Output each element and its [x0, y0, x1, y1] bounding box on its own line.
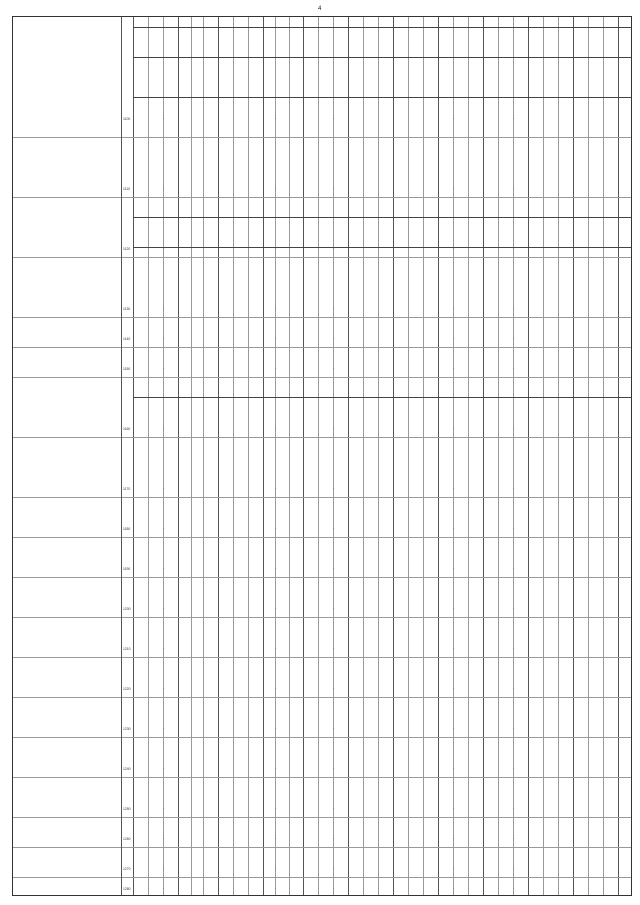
empty-cell-dash: -: [393, 885, 395, 890]
empty-cell-dash: -: [218, 865, 220, 870]
empty-cell-dash: -: [573, 185, 575, 190]
row-code: 1270: [123, 867, 131, 871]
empty-cell-dash: -: [218, 645, 220, 650]
empty-cell-dash: -: [453, 885, 455, 890]
empty-cell-dash: -: [513, 115, 515, 120]
empty-cell-dash: -: [218, 805, 220, 810]
grid-vertical-line: [558, 17, 559, 895]
empty-cell-dash: -: [573, 365, 575, 370]
empty-cell-dash: -: [513, 305, 515, 310]
table-row-line: [13, 577, 631, 578]
empty-cell-dash: -: [513, 805, 515, 810]
row-code: 1150: [123, 367, 131, 371]
row-code: 1100: [123, 117, 131, 121]
empty-cell-dash: -: [513, 425, 515, 430]
empty-cell-dash: -: [513, 245, 515, 250]
empty-cell-dash: -: [513, 865, 515, 870]
empty-cell-dash: -: [513, 645, 515, 650]
empty-cell-dash: -: [275, 725, 277, 730]
empty-cell-dash: -: [453, 185, 455, 190]
empty-cell-dash: -: [333, 365, 335, 370]
empty-cell-dash: -: [513, 485, 515, 490]
header-separator: [133, 217, 631, 218]
grid-vertical-line: [163, 17, 164, 895]
grid-vertical-line: [543, 17, 544, 895]
empty-cell-dash: -: [573, 565, 575, 570]
empty-cell-dash: -: [275, 885, 277, 890]
grid-vertical-line: [513, 17, 514, 895]
empty-cell-dash: -: [163, 725, 165, 730]
header-separator: [133, 27, 631, 28]
empty-cell-dash: -: [513, 565, 515, 570]
empty-cell-dash: -: [333, 765, 335, 770]
empty-cell-dash: -: [393, 525, 395, 530]
grid-vertical-line: [498, 17, 499, 895]
empty-cell-dash: -: [218, 725, 220, 730]
empty-cell-dash: -: [275, 245, 277, 250]
table-row-line: [13, 537, 631, 538]
grid-vertical-line: [378, 17, 379, 895]
row-code: 1180: [123, 527, 131, 531]
empty-cell-dash: -: [163, 185, 165, 190]
empty-cell-dash: -: [393, 645, 395, 650]
empty-cell-dash: -: [333, 865, 335, 870]
header-separator: [133, 97, 631, 98]
grid-vertical-line: [218, 17, 219, 895]
empty-cell-dash: -: [453, 245, 455, 250]
grid-vertical-line: [363, 17, 364, 895]
row-code: 1250: [123, 807, 131, 811]
grid-vertical-line: [289, 17, 290, 895]
table-row-line: [13, 377, 631, 378]
empty-cell-dash: -: [573, 885, 575, 890]
empty-cell-dash: -: [393, 765, 395, 770]
empty-cell-dash: -: [453, 485, 455, 490]
empty-cell-dash: -: [393, 115, 395, 120]
empty-cell-dash: -: [163, 885, 165, 890]
empty-cell-dash: -: [513, 605, 515, 610]
grid-vertical-line: [423, 17, 424, 895]
empty-cell-dash: -: [163, 865, 165, 870]
empty-cell-dash: -: [218, 305, 220, 310]
empty-cell-dash: -: [513, 525, 515, 530]
row-code: 1130: [123, 307, 131, 311]
empty-cell-dash: -: [453, 605, 455, 610]
empty-cell-dash: -: [218, 245, 220, 250]
grid-vertical-line: [275, 17, 276, 895]
grid-vertical-line: [203, 17, 204, 895]
row-code: 1140: [123, 337, 131, 341]
empty-cell-dash: -: [453, 565, 455, 570]
empty-cell-dash: -: [453, 115, 455, 120]
empty-cell-dash: -: [573, 865, 575, 870]
grid-vertical-line: [178, 17, 179, 895]
grid-vertical-line: [148, 17, 149, 895]
grid-vertical-line: [191, 17, 192, 895]
empty-cell-dash: -: [393, 365, 395, 370]
table-row-line: [13, 697, 631, 698]
table-row-line: [13, 317, 631, 318]
empty-cell-dash: -: [333, 835, 335, 840]
empty-cell-dash: -: [218, 365, 220, 370]
empty-cell-dash: -: [453, 835, 455, 840]
empty-cell-dash: -: [393, 185, 395, 190]
empty-cell-dash: -: [573, 485, 575, 490]
table-row-line: [13, 737, 631, 738]
empty-cell-dash: -: [163, 605, 165, 610]
grid-vertical-line: [248, 17, 249, 895]
empty-cell-dash: -: [275, 485, 277, 490]
empty-cell-dash: -: [333, 305, 335, 310]
empty-cell-dash: -: [218, 605, 220, 610]
table-row-line: [13, 137, 631, 138]
empty-cell-dash: -: [453, 365, 455, 370]
table-row-line: [13, 877, 631, 878]
empty-cell-dash: -: [163, 835, 165, 840]
empty-cell-dash: -: [453, 805, 455, 810]
empty-cell-dash: -: [333, 565, 335, 570]
empty-cell-dash: -: [513, 835, 515, 840]
row-code: 1220: [123, 687, 131, 691]
table-row-line: [13, 257, 631, 258]
empty-cell-dash: -: [453, 335, 455, 340]
empty-cell-dash: -: [218, 835, 220, 840]
empty-cell-dash: -: [573, 425, 575, 430]
empty-cell-dash: -: [453, 425, 455, 430]
empty-cell-dash: -: [453, 525, 455, 530]
empty-cell-dash: -: [275, 865, 277, 870]
empty-cell-dash: -: [573, 335, 575, 340]
empty-cell-dash: -: [275, 335, 277, 340]
empty-cell-dash: -: [163, 485, 165, 490]
empty-cell-dash: -: [393, 485, 395, 490]
empty-cell-dash: -: [275, 305, 277, 310]
empty-cell-dash: -: [163, 425, 165, 430]
empty-cell-dash: -: [163, 245, 165, 250]
grid-vertical-line: [618, 17, 619, 895]
empty-cell-dash: -: [573, 685, 575, 690]
table-row-line: [13, 777, 631, 778]
empty-cell-dash: -: [513, 765, 515, 770]
table-row-line: [13, 617, 631, 618]
empty-cell-dash: -: [275, 565, 277, 570]
empty-cell-dash: -: [393, 565, 395, 570]
empty-cell-dash: -: [218, 685, 220, 690]
empty-cell-dash: -: [275, 185, 277, 190]
empty-cell-dash: -: [333, 185, 335, 190]
empty-cell-dash: -: [333, 245, 335, 250]
empty-cell-dash: -: [573, 765, 575, 770]
empty-cell-dash: -: [393, 605, 395, 610]
row-code: 1210: [123, 647, 131, 651]
grid-vertical-line: [468, 17, 469, 895]
empty-cell-dash: -: [163, 115, 165, 120]
grid-vertical-line: [603, 17, 604, 895]
empty-cell-dash: -: [393, 425, 395, 430]
grid-vertical-line: [528, 17, 529, 895]
table-frame: [12, 16, 632, 896]
row-code: 1260: [123, 837, 131, 841]
empty-cell-dash: -: [275, 835, 277, 840]
empty-cell-dash: -: [513, 185, 515, 190]
table-row-line: [13, 657, 631, 658]
grid-vertical-line: [573, 17, 574, 895]
table-row-line: [13, 497, 631, 498]
empty-cell-dash: -: [333, 525, 335, 530]
empty-cell-dash: -: [573, 805, 575, 810]
table-row-line: [13, 817, 631, 818]
empty-cell-dash: -: [393, 685, 395, 690]
empty-cell-dash: -: [573, 725, 575, 730]
empty-cell-dash: -: [453, 865, 455, 870]
description-column-border: [121, 17, 122, 895]
empty-cell-dash: -: [163, 565, 165, 570]
empty-cell-dash: -: [218, 115, 220, 120]
empty-cell-dash: -: [275, 645, 277, 650]
grid-vertical-line: [318, 17, 319, 895]
row-code: 1120: [123, 247, 131, 251]
page-number: 4: [318, 6, 322, 12]
empty-cell-dash: -: [163, 335, 165, 340]
empty-cell-dash: -: [333, 685, 335, 690]
table-row-line: [13, 347, 631, 348]
row-code: 1280: [123, 887, 131, 891]
empty-cell-dash: -: [218, 885, 220, 890]
empty-cell-dash: -: [513, 685, 515, 690]
empty-cell-dash: -: [333, 605, 335, 610]
empty-cell-dash: -: [163, 305, 165, 310]
empty-cell-dash: -: [333, 485, 335, 490]
empty-cell-dash: -: [393, 865, 395, 870]
header-separator: [133, 57, 631, 58]
empty-cell-dash: -: [393, 335, 395, 340]
empty-cell-dash: -: [453, 725, 455, 730]
empty-cell-dash: -: [275, 365, 277, 370]
empty-cell-dash: -: [218, 525, 220, 530]
empty-cell-dash: -: [393, 805, 395, 810]
empty-cell-dash: -: [333, 725, 335, 730]
grid-vertical-line: [408, 17, 409, 895]
grid-vertical-line: [453, 17, 454, 895]
empty-cell-dash: -: [393, 245, 395, 250]
empty-cell-dash: -: [163, 765, 165, 770]
empty-cell-dash: -: [393, 725, 395, 730]
empty-cell-dash: -: [275, 685, 277, 690]
grid-vertical-line: [333, 17, 334, 895]
empty-cell-dash: -: [393, 835, 395, 840]
grid-vertical-line: [588, 17, 589, 895]
grid-vertical-line: [393, 17, 394, 895]
row-code: 1170: [123, 487, 131, 491]
empty-cell-dash: -: [453, 765, 455, 770]
grid-vertical-line: [348, 17, 349, 895]
empty-cell-dash: -: [573, 245, 575, 250]
header-separator: [133, 247, 631, 248]
table-row-line: [13, 437, 631, 438]
empty-cell-dash: -: [573, 525, 575, 530]
empty-cell-dash: -: [275, 525, 277, 530]
row-code: 1190: [123, 567, 131, 571]
row-code: 1160: [123, 427, 131, 431]
empty-cell-dash: -: [275, 115, 277, 120]
grid-vertical-line: [263, 17, 264, 895]
empty-cell-dash: -: [513, 725, 515, 730]
empty-cell-dash: -: [163, 685, 165, 690]
table-row-line: [13, 847, 631, 848]
row-code: 1110: [123, 187, 131, 191]
empty-cell-dash: -: [218, 485, 220, 490]
empty-cell-dash: -: [453, 685, 455, 690]
empty-cell-dash: -: [573, 605, 575, 610]
empty-cell-dash: -: [573, 645, 575, 650]
grid-vertical-line: [233, 17, 234, 895]
row-code: 1240: [123, 767, 131, 771]
empty-cell-dash: -: [453, 305, 455, 310]
grid-vertical-line: [438, 17, 439, 895]
empty-cell-dash: -: [453, 645, 455, 650]
empty-cell-dash: -: [333, 645, 335, 650]
empty-cell-dash: -: [218, 765, 220, 770]
header-separator: [133, 397, 631, 398]
empty-cell-dash: -: [218, 185, 220, 190]
empty-cell-dash: -: [333, 805, 335, 810]
empty-cell-dash: -: [393, 305, 395, 310]
empty-cell-dash: -: [333, 335, 335, 340]
empty-cell-dash: -: [163, 525, 165, 530]
empty-cell-dash: -: [513, 885, 515, 890]
empty-cell-dash: -: [333, 115, 335, 120]
empty-cell-dash: -: [573, 115, 575, 120]
empty-cell-dash: -: [275, 605, 277, 610]
empty-cell-dash: -: [573, 835, 575, 840]
empty-cell-dash: -: [218, 425, 220, 430]
empty-cell-dash: -: [573, 305, 575, 310]
empty-cell-dash: -: [513, 335, 515, 340]
empty-cell-dash: -: [275, 425, 277, 430]
empty-cell-dash: -: [163, 365, 165, 370]
empty-cell-dash: -: [218, 565, 220, 570]
empty-cell-dash: -: [163, 805, 165, 810]
empty-cell-dash: -: [333, 425, 335, 430]
empty-cell-dash: -: [163, 645, 165, 650]
empty-cell-dash: -: [275, 805, 277, 810]
empty-cell-dash: -: [333, 885, 335, 890]
empty-cell-dash: -: [513, 365, 515, 370]
grid-vertical-line: [483, 17, 484, 895]
grid-vertical-line: [303, 17, 304, 895]
empty-cell-dash: -: [275, 765, 277, 770]
empty-cell-dash: -: [218, 335, 220, 340]
row-code: 1200: [123, 607, 131, 611]
grid-vertical-line: [133, 17, 134, 895]
table-row-line: [13, 197, 631, 198]
row-code: 1230: [123, 727, 131, 731]
